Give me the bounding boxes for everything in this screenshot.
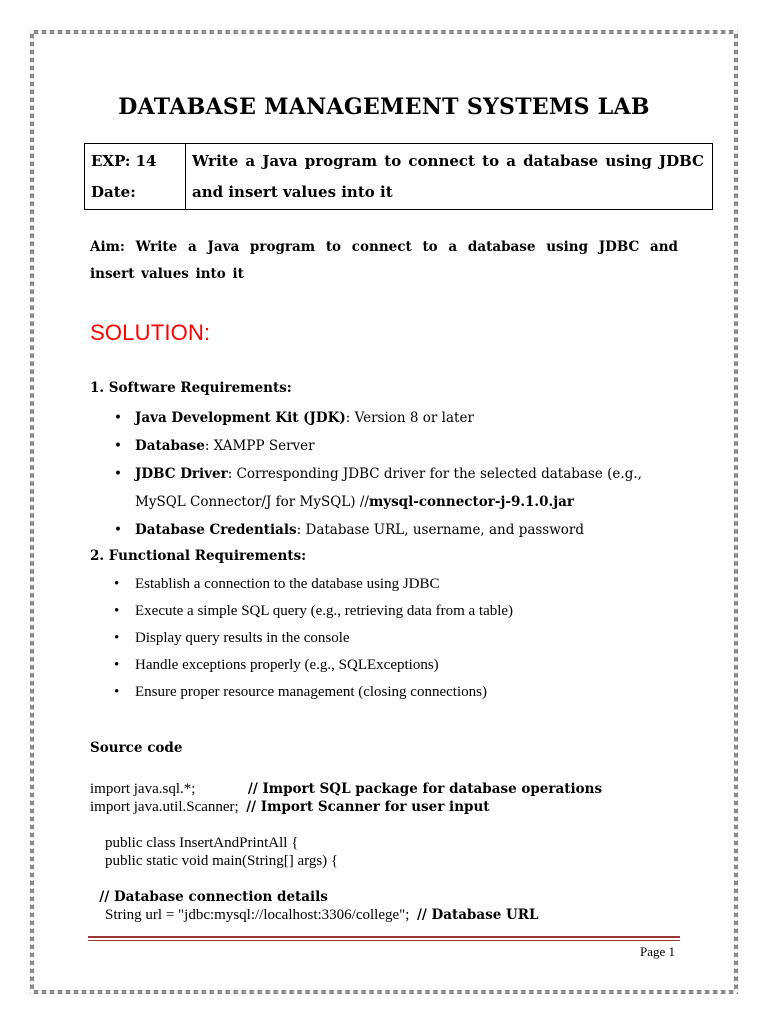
list-item	[112, 625, 692, 652]
aim-paragraph: Aim: Write a Java program to connect to a database using JDBC and insert values into it	[90, 239, 678, 282]
list-item	[112, 598, 692, 625]
requirement-term: JDBC Driver	[135, 466, 228, 482]
date-label: Date:	[91, 183, 136, 201]
software-requirements-list	[112, 404, 692, 544]
experiment-header-table	[84, 143, 713, 210]
requirement-text: Establish a connection to the database using JDBC	[135, 576, 440, 592]
functional-requirements-list	[112, 571, 692, 706]
page-title: DATABASE MANAGEMENT SYSTEMS LAB	[118, 94, 650, 120]
requirement-text: Ensure proper resource management (closing connections)	[135, 684, 487, 700]
requirement-term: Java Development Kit (JDK)	[135, 410, 346, 426]
code-line: public class InsertAndPrintAll {	[90, 835, 299, 851]
code-comment: // Import SQL package for database operations	[247, 781, 603, 797]
requirement-text: : XAMPP Server	[204, 438, 315, 454]
requirement-text: Execute a simple SQL query (e.g., retrieving data from a table)	[135, 603, 514, 619]
code-line	[90, 780, 602, 798]
requirement-term: Database Credentials	[135, 522, 297, 538]
bullet-icon: •	[114, 438, 122, 454]
code-text: String url = "jdbc:mysql://localhost:3306/college";	[90, 907, 417, 923]
experiment-labels	[85, 144, 186, 209]
bullet-icon: •	[114, 630, 120, 646]
driver-jar-name: mysql-connector-j-9.1.0.jar	[368, 494, 574, 510]
requirement-term: Database	[135, 438, 205, 454]
solution-heading: SOLUTION:	[90, 320, 211, 345]
software-requirements-heading: 1. Software Requirements:	[90, 380, 292, 396]
requirement-text: Display query results in the console	[135, 630, 350, 646]
requirement-text: : Database URL, username, and password	[296, 522, 585, 538]
exp-number-label: EXP: 14	[91, 152, 157, 170]
list-item	[112, 432, 692, 460]
bullet-icon: •	[114, 466, 122, 482]
footer-rule-thin	[88, 940, 680, 941]
list-item	[112, 679, 692, 706]
list-item	[112, 571, 692, 598]
code-line	[90, 888, 328, 906]
bullet-icon: •	[114, 576, 120, 592]
code-line	[90, 798, 490, 816]
list-item	[112, 652, 692, 679]
code-text: import java.util.Scanner;	[90, 799, 247, 815]
bullet-icon: •	[114, 522, 122, 538]
code-comment: // Database connection details	[90, 889, 328, 905]
bullet-icon: •	[114, 603, 120, 619]
requirement-text: : Version 8 or later	[345, 410, 474, 426]
bullet-icon: •	[114, 684, 120, 700]
code-comment: // Database URL	[416, 907, 539, 923]
source-code-heading: Source code	[90, 740, 183, 756]
code-line: public static void main(String[] args) {	[90, 853, 339, 869]
code-comment: // Import Scanner for user input	[246, 799, 490, 815]
list-item	[112, 460, 692, 516]
functional-requirements-heading: 2. Functional Requirements:	[90, 548, 307, 564]
code-text: import java.sql.*;	[90, 781, 248, 797]
requirement-text: : Corresponding JDBC driver for the selected database (e.g.,	[227, 466, 642, 482]
requirement-text: Handle exceptions properly (e.g., SQLExceptions)	[135, 657, 439, 673]
footer-rule	[88, 936, 680, 938]
page-number: Page 1	[640, 944, 676, 959]
bullet-icon: •	[114, 657, 120, 673]
experiment-description: Write a Java program to connect to a database using JDBC and insert values into it	[192, 152, 704, 201]
list-item	[112, 404, 692, 432]
code-line	[90, 906, 539, 924]
requirement-text-continued: MySQL Connector/J for MySQL) //	[135, 494, 369, 510]
bullet-icon: •	[114, 410, 122, 426]
list-item	[112, 516, 692, 544]
